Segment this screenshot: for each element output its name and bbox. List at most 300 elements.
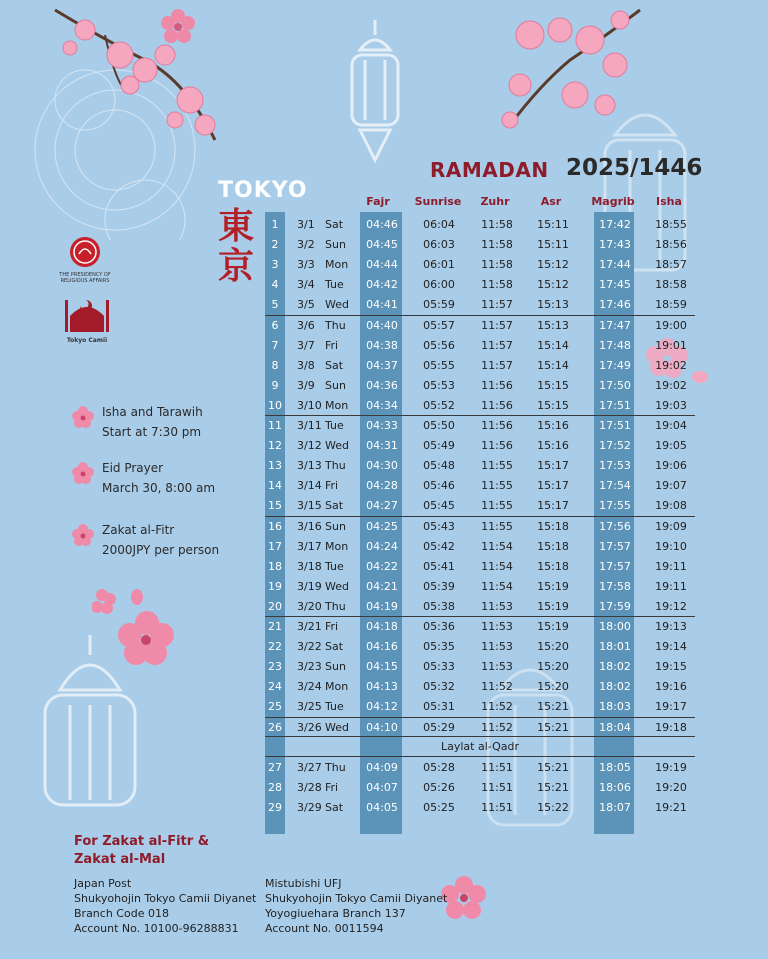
note-eid-line1: Eid Prayer (102, 461, 164, 475)
magrib-time: 17:43 (599, 238, 631, 252)
date: 3/10 (297, 398, 322, 412)
day-number: 16 (268, 519, 282, 533)
magrib-time: 17:57 (599, 559, 631, 573)
isha-time: 19:01 (655, 338, 687, 352)
table-row (265, 677, 695, 697)
row-divider (265, 616, 695, 617)
fajr-time: 04:36 (366, 378, 398, 392)
zakat-bank-title (74, 833, 209, 869)
fajr-time: 04:22 (366, 559, 398, 573)
weekday: Wed (325, 720, 349, 734)
zuhr-time: 11:56 (481, 398, 513, 412)
sunrise-time: 06:01 (423, 258, 455, 272)
isha-time: 19:08 (655, 499, 687, 513)
sunrise-time: 05:49 (423, 439, 455, 453)
day-number: 3 (271, 258, 279, 272)
fajr-time: 04:19 (366, 599, 398, 613)
magrib-time: 17:45 (599, 278, 631, 292)
asr-time: 15:15 (537, 398, 569, 412)
weekday: Sat (325, 218, 344, 231)
isha-time: 19:05 (655, 439, 687, 453)
sunrise-time: 05:36 (423, 620, 455, 633)
account-holder: Shukyohojin Tokyo Camii Diyanet (265, 892, 448, 905)
magrib-time: 17:47 (599, 318, 631, 332)
table-row (265, 396, 695, 416)
date: 3/20 (297, 599, 322, 613)
zuhr-time: 11:58 (481, 218, 513, 231)
weekday: Sun (325, 378, 346, 392)
magrib-time: 18:05 (599, 760, 631, 774)
presidency-logo (58, 236, 112, 284)
fajr-time: 04:13 (366, 680, 398, 694)
day-number: 10 (268, 398, 282, 412)
table-row (265, 436, 695, 456)
zuhr-time: 11:53 (481, 660, 513, 674)
asr-time: 15:11 (537, 238, 569, 252)
weekday: Tue (325, 278, 344, 292)
sunrise-time: 05:50 (423, 419, 455, 432)
mosque-icon (62, 296, 112, 334)
date: 3/4 (297, 278, 315, 292)
asr-time: 15:18 (537, 539, 569, 553)
date: 3/5 (297, 298, 315, 312)
isha-time: 19:14 (655, 640, 687, 654)
date: 3/21 (297, 620, 322, 633)
sunrise-time: 05:52 (423, 398, 455, 412)
table-row (265, 778, 695, 798)
sunrise-time: 05:28 (423, 760, 455, 774)
day-number: 2 (271, 238, 279, 252)
asr-time: 15:18 (537, 519, 569, 533)
zuhr-time: 11:57 (481, 298, 513, 312)
sunrise-time: 05:35 (423, 640, 455, 654)
asr-time: 15:12 (537, 278, 569, 292)
day-number: 14 (268, 479, 282, 493)
sunrise-time: 05:33 (423, 660, 455, 674)
note-eid-line2: March 30, 8:00 am (102, 481, 216, 495)
lantern-top-icon (340, 15, 410, 165)
asr-time: 15:16 (537, 439, 569, 453)
presidency-logo-text: THE PRESIDENCY OF RELIGIOUS AFFAIRS (59, 272, 111, 284)
col-head-zuhr: Zuhr (480, 195, 510, 208)
laylat-al-qadr-label: Laylat al-Qadr (440, 740, 520, 753)
table-row (265, 376, 695, 396)
isha-time: 19:11 (655, 559, 687, 573)
isha-time: 18:56 (655, 238, 687, 252)
isha-time: 18:57 (655, 258, 687, 272)
zuhr-time: 11:54 (481, 539, 513, 553)
table-row (265, 456, 695, 476)
fajr-time: 04:40 (366, 318, 398, 332)
asr-time: 15:17 (537, 459, 569, 473)
day-number: 20 (268, 599, 282, 613)
sunrise-time: 05:43 (423, 519, 455, 533)
day-number: 11 (268, 419, 282, 432)
weekday: Mon (325, 539, 349, 553)
fajr-time: 04:21 (366, 579, 398, 593)
date: 3/3 (297, 258, 315, 272)
col-head-magrib: Magrib (591, 195, 635, 208)
zuhr-time: 11:52 (481, 680, 513, 694)
weekday: Fri (325, 479, 339, 493)
magrib-time: 17:52 (599, 439, 631, 453)
zuhr-time: 11:56 (481, 378, 513, 392)
magrib-time: 18:03 (599, 700, 631, 714)
day-number: 4 (271, 278, 279, 292)
zuhr-time: 11:51 (481, 800, 513, 814)
magrib-time: 17:55 (599, 499, 631, 513)
row-divider (265, 415, 695, 416)
day-number: 27 (268, 760, 282, 774)
table-row (265, 537, 695, 557)
account-holder: Shukyohojin Tokyo Camii Diyanet (74, 892, 257, 905)
weekday: Mon (325, 680, 349, 694)
table-row (265, 235, 695, 255)
magrib-time: 17:57 (599, 539, 631, 553)
fajr-time: 04:09 (366, 760, 398, 774)
zuhr-time: 11:55 (481, 519, 513, 533)
day-number: 8 (271, 358, 279, 372)
table-row (265, 336, 695, 356)
day-number: 28 (268, 780, 282, 794)
weekday: Thu (325, 318, 346, 332)
sunrise-time: 05:32 (423, 680, 455, 694)
asr-time: 15:21 (537, 780, 569, 794)
isha-time: 19:03 (655, 398, 687, 412)
fajr-time: 04:25 (366, 519, 398, 533)
day-number: 21 (268, 620, 282, 633)
fajr-time: 04:18 (366, 620, 398, 633)
zuhr-time: 11:53 (481, 620, 513, 633)
day-number: 1 (271, 218, 279, 231)
date: 3/23 (297, 660, 322, 674)
table-row (265, 496, 695, 516)
row-divider (265, 516, 695, 517)
table-row (265, 577, 695, 597)
fajr-time: 04:33 (366, 419, 398, 432)
sunrise-time: 05:39 (423, 579, 455, 593)
magrib-time: 18:01 (599, 640, 631, 654)
table-row (265, 476, 695, 496)
weekday: Sat (325, 640, 344, 654)
fajr-time: 04:37 (366, 358, 398, 372)
blossom-flower-icon (160, 8, 196, 44)
zuhr-time: 11:52 (481, 700, 513, 714)
zuhr-time: 11:56 (481, 419, 513, 432)
sunrise-time: 06:03 (423, 238, 455, 252)
blossom-lower-left-icon (92, 585, 182, 675)
sunrise-time: 05:31 (423, 700, 455, 714)
row-divider (265, 736, 695, 737)
magrib-time: 17:51 (599, 419, 631, 432)
date: 3/17 (297, 539, 322, 553)
date: 3/12 (297, 439, 322, 453)
zuhr-time: 11:56 (481, 439, 513, 453)
isha-time: 19:02 (655, 358, 687, 372)
asr-time: 15:22 (537, 800, 569, 814)
date: 3/29 (297, 800, 322, 814)
zuhr-time: 11:54 (481, 559, 513, 573)
col-head-fajr: Fajr (366, 195, 390, 208)
day-number: 12 (268, 439, 282, 453)
magrib-time: 17:58 (599, 579, 631, 593)
isha-time: 19:04 (655, 419, 687, 432)
day-number: 26 (268, 720, 282, 734)
table-row (265, 758, 695, 778)
zuhr-time: 11:55 (481, 479, 513, 493)
zuhr-time: 11:58 (481, 238, 513, 252)
sunrise-time: 05:29 (423, 720, 455, 734)
table-row (265, 255, 695, 275)
isha-time: 19:07 (655, 479, 687, 493)
fajr-time: 04:16 (366, 640, 398, 654)
zuhr-time: 11:57 (481, 338, 513, 352)
weekday: Fri (325, 780, 339, 794)
zuhr-time: 11:51 (481, 760, 513, 774)
blossom-bullet-icon (72, 406, 94, 428)
date: 3/19 (297, 579, 322, 593)
weekday: Sun (325, 519, 346, 533)
sunrise-time: 05:25 (423, 800, 455, 814)
bank-japan-post (74, 876, 256, 936)
sunrise-time: 05:42 (423, 539, 455, 553)
zuhr-time: 11:53 (481, 640, 513, 654)
fajr-time: 04:12 (366, 700, 398, 714)
day-number: 13 (268, 459, 282, 473)
asr-time: 15:19 (537, 579, 569, 593)
isha-time: 19:00 (655, 318, 687, 332)
zuhr-time: 11:57 (481, 358, 513, 372)
day-number: 18 (268, 559, 282, 573)
tokyo-camii-logo (62, 296, 112, 344)
zakat-bank-title-line2: Zakat al-Mal (74, 852, 166, 867)
note-zakat-line2: 2000JPY per person (102, 543, 220, 557)
day-number: 23 (268, 660, 282, 674)
fajr-time: 04:38 (366, 338, 398, 352)
magrib-time: 17:46 (599, 298, 631, 312)
zuhr-time: 11:58 (481, 258, 513, 272)
table-row (265, 637, 695, 657)
weekday: Tue (325, 419, 344, 432)
branch-code: Yoyogiuehara Branch 137 (265, 907, 406, 920)
weekday: Thu (325, 760, 346, 774)
day-number: 15 (268, 499, 282, 513)
zuhr-time: 11:55 (481, 499, 513, 513)
magrib-time: 17:51 (599, 398, 631, 412)
date: 3/24 (297, 680, 322, 694)
sunrise-time: 05:41 (423, 559, 455, 573)
day-number: 9 (271, 378, 279, 392)
magrib-time: 17:54 (599, 479, 631, 493)
table-row (265, 275, 695, 295)
presidency-emblem-icon (58, 236, 112, 268)
sunrise-time: 05:53 (423, 378, 455, 392)
asr-time: 15:21 (537, 760, 569, 774)
sunrise-time: 05:48 (423, 459, 455, 473)
zuhr-time: 11:51 (481, 780, 513, 794)
asr-time: 15:20 (537, 660, 569, 674)
weekday: Thu (325, 459, 346, 473)
table-row (265, 657, 695, 677)
magrib-time: 18:06 (599, 780, 631, 794)
date: 3/16 (297, 519, 322, 533)
magrib-time: 17:50 (599, 378, 631, 392)
day-number: 17 (268, 539, 282, 553)
table-row (265, 718, 695, 738)
note-zakat (72, 520, 219, 560)
isha-time: 19:20 (655, 780, 687, 794)
weekday: Fri (325, 620, 339, 633)
magrib-time: 17:48 (599, 338, 631, 352)
asr-time: 15:17 (537, 479, 569, 493)
date: 3/25 (297, 700, 322, 714)
day-number: 24 (268, 680, 282, 694)
asr-time: 15:19 (537, 599, 569, 613)
ramadan-title: RAMADAN (430, 158, 549, 182)
account-number: Account No. 10100-96288831 (74, 922, 239, 935)
fajr-time: 04:45 (366, 238, 398, 252)
date: 3/8 (297, 358, 315, 372)
weekday: Wed (325, 439, 349, 453)
asr-time: 15:14 (537, 358, 569, 372)
weekday: Tue (325, 700, 344, 714)
sunrise-time: 05:46 (423, 479, 455, 493)
fajr-time: 04:24 (366, 539, 398, 553)
magrib-time: 17:53 (599, 459, 631, 473)
isha-time: 19:18 (655, 720, 687, 734)
date: 3/2 (297, 238, 315, 252)
asr-time: 15:13 (537, 298, 569, 312)
isha-time: 19:06 (655, 459, 687, 473)
magrib-time: 18:00 (599, 620, 631, 633)
asr-time: 15:13 (537, 318, 569, 332)
magrib-time: 18:02 (599, 660, 631, 674)
fajr-time: 04:05 (366, 800, 398, 814)
date: 3/11 (297, 419, 322, 432)
note-tarawih-line1: Isha and Tarawih (102, 405, 203, 419)
asr-time: 15:21 (537, 700, 569, 714)
note-tarawih (72, 402, 203, 442)
fajr-time: 04:15 (366, 660, 398, 674)
zuhr-time: 11:55 (481, 459, 513, 473)
table-row (265, 215, 695, 235)
city-name-en: TOKYO (218, 178, 308, 203)
magrib-time: 17:44 (599, 258, 631, 272)
sunrise-time: 06:00 (423, 278, 455, 292)
blossom-branch-left-icon (45, 0, 235, 160)
sunrise-time: 06:04 (423, 218, 455, 231)
date: 3/26 (297, 720, 322, 734)
zakat-bank-title-line1: For Zakat al-Fitr & (74, 834, 210, 849)
fajr-time: 04:34 (366, 398, 398, 412)
isha-time: 18:58 (655, 278, 687, 292)
year-title: 2025/1446 (566, 155, 703, 181)
day-number: 7 (271, 338, 279, 352)
zuhr-time: 11:57 (481, 318, 513, 332)
isha-time: 18:59 (655, 298, 687, 312)
day-number: 6 (271, 318, 279, 332)
day-number: 5 (271, 298, 279, 312)
col-head-isha: Isha (656, 195, 682, 208)
row-divider (265, 717, 695, 718)
asr-time: 15:16 (537, 419, 569, 432)
blossom-bullet-icon (72, 524, 94, 546)
weekday: Wed (325, 579, 349, 593)
tokyo-camii-logo-text: Tokyo Camii (66, 337, 108, 344)
weekday: Sat (325, 358, 344, 372)
weekday: Sun (325, 238, 346, 252)
date: 3/1 (297, 218, 315, 231)
magrib-time: 18:04 (599, 720, 631, 734)
fajr-time: 04:42 (366, 278, 398, 292)
note-tarawih-line2: Start at 7:30 pm (102, 425, 202, 439)
asr-time: 15:12 (537, 258, 569, 272)
fajr-time: 04:07 (366, 780, 398, 794)
weekday: Mon (325, 258, 349, 272)
isha-time: 19:16 (655, 680, 687, 694)
asr-time: 15:20 (537, 680, 569, 694)
date: 3/9 (297, 378, 315, 392)
day-number: 22 (268, 640, 282, 654)
isha-time: 19:15 (655, 660, 687, 674)
note-eid (72, 458, 215, 498)
table-row (265, 295, 695, 315)
col-head-asr: Asr (540, 195, 562, 208)
asr-time: 15:20 (537, 640, 569, 654)
col-head-sunrise: Sunrise (414, 195, 462, 208)
table-row (265, 517, 695, 537)
fajr-time: 04:30 (366, 459, 398, 473)
table-row (265, 557, 695, 577)
date: 3/28 (297, 780, 322, 794)
isha-time: 19:02 (655, 378, 687, 392)
zuhr-time: 11:52 (481, 720, 513, 734)
day-number: 19 (268, 579, 282, 593)
row-divider (265, 315, 695, 316)
isha-time: 19:21 (655, 800, 687, 814)
bank-name: Mistubishi UFJ (265, 877, 342, 890)
weekday: Wed (325, 298, 349, 312)
day-number: 25 (268, 700, 282, 714)
weekday: Sat (325, 499, 344, 513)
city-name-jp: 東京 (217, 205, 254, 287)
date: 3/14 (297, 479, 322, 493)
zuhr-time: 11:58 (481, 278, 513, 292)
fajr-time: 04:10 (366, 720, 398, 734)
table-row (265, 597, 695, 617)
weekday: Thu (325, 599, 346, 613)
row-divider (265, 756, 695, 757)
table-row (265, 416, 695, 436)
magrib-time: 17:49 (599, 358, 631, 372)
sunrise-time: 05:26 (423, 780, 455, 794)
fajr-time: 04:41 (366, 298, 398, 312)
date: 3/27 (297, 760, 322, 774)
isha-time: 19:12 (655, 599, 687, 613)
asr-time: 15:19 (537, 620, 569, 633)
fajr-time: 04:31 (366, 439, 398, 453)
sunrise-time: 05:55 (423, 358, 455, 372)
sunrise-time: 05:38 (423, 599, 455, 613)
magrib-time: 17:59 (599, 599, 631, 613)
bank-name: Japan Post (74, 877, 132, 890)
magrib-time: 18:07 (599, 800, 631, 814)
weekday: Sun (325, 660, 346, 674)
asr-time: 15:18 (537, 559, 569, 573)
blossom-bullet-icon (72, 462, 94, 484)
fajr-time: 04:44 (366, 258, 398, 272)
asr-time: 15:14 (537, 338, 569, 352)
